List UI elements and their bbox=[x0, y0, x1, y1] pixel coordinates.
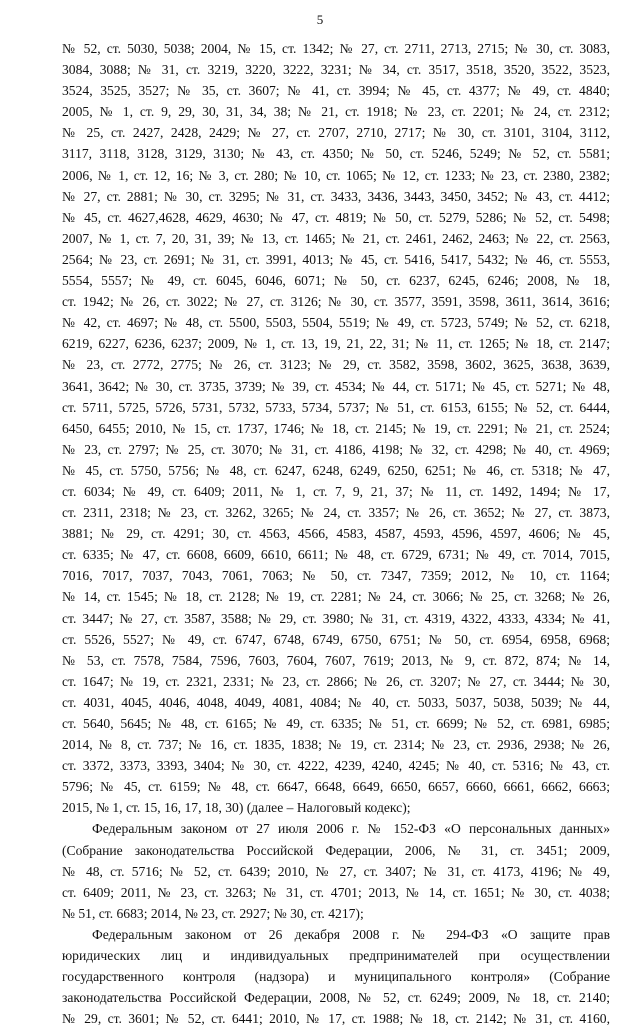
text-line: № 42, ст. 4697; № 48, ст. 5500, 5503, 5504, 5519; № 49, ст. 5723, 5749; № 52, ст. 6218, bbox=[62, 315, 610, 331]
text-line: № 25, ст. 2427, 2428, 2429; № 27, ст. 2707, 2710, 2717; № 30, ст. 3101, 3104, 3112, bbox=[62, 125, 610, 141]
text-line: № 27, ст. 2881; № 30, ст. 3295; № 31, ст. 3433, 3436, 3443, 3450, 3452; № 43, ст. 4412; bbox=[62, 188, 610, 204]
text-line: № 52, ст. 5030, 5038; 2004, № 15, ст. 1342; № 27, ст. 2711, 2713, 2715; № 30, ст. 3083, bbox=[62, 41, 610, 56]
text-line: ст. 4031, 4045, 4046, 4048, 4049, 4081, 4084; № 40, ст. 5033, 5037, 5038, 5039; № 44, bbox=[62, 694, 610, 710]
text-line: 6450, 6455; 2010, № 15, ст. 1737, 1746; № 18, ст. 2145; № 19, ст. 2291; № 21, ст. 2524; bbox=[62, 420, 610, 436]
text-line: 5796; № 45, ст. 6159; № 48, ст. 6647, 6648, 6649, 6650, 6657, 6660, 6661, 6662, 6663; bbox=[62, 779, 610, 795]
text-line: ст. 3447; № 27, ст. 3587, 3588; № 29, ст. 3980; № 31, ст. 4319, 4322, 4333, 4334; № 41, bbox=[62, 610, 610, 626]
text-line: законодательства Российской Федерации, 2008, № 52, ст. 6249; 2009, № 18, ст. 2140; bbox=[62, 990, 610, 1006]
text-line: № 51, ст. 6683; 2014, № 23, ст. 2927; № 30, ст. 4217); bbox=[62, 905, 364, 921]
text-line: ст. 5711, 5725, 5726, 5731, 5732, 5733, 5734, 5737; № 51, ст. 6153, 6155; № 52, ст. 6444, bbox=[62, 399, 610, 415]
text-line: № 14, ст. 1545; № 18, ст. 2128; № 19, ст. 2281; № 24, ст. 3066; № 25, ст. 3268; № 26, bbox=[62, 589, 610, 605]
text-line: № 23, ст. 2797; № 25, ст. 3070; № 31, ст. 4186, 4198; № 32, ст. 4298; № 40, ст. 4969; bbox=[62, 441, 610, 457]
text-line: 5554, 5557; № 49, ст. 6045, 6046, 6071; № 50, ст. 6237, 6245, 6246; 2008, № 18, bbox=[62, 273, 610, 289]
text-line: 7016, 7017, 7037, 7043, 7061, 7063; № 50, ст. 7347, 7359; 2012, № 10, ст. 1164; bbox=[62, 568, 610, 584]
text-line: № 45, ст. 5750, 5756; № 48, ст. 6247, 6248, 6249, 6250, 6251; № 46, ст. 5318; № 47, bbox=[62, 462, 610, 478]
text-line: 3881; № 29, ст. 4291; 30, ст. 4563, 4566, 4583, 4587, 4593, 4596, 4597, 4606; № 45, bbox=[62, 526, 610, 542]
text-line: ст. 6034; № 49, ст. 6409; 2011, № 1, ст. 7, 9, 21, 37; № 11, ст. 1492, 1494; № 17, bbox=[62, 483, 610, 499]
text-line: 2007, № 1, ст. 7, 20, 31, 39; № 13, ст. 1465; № 21, ст. 2461, 2462, 2463; № 22, ст. 2563, bbox=[62, 230, 610, 246]
text-line: ст. 1647; № 19, ст. 2321, 2331; № 23, ст. 2866; № 26, ст. 3207; № 27, ст. 3444; № 30, bbox=[62, 673, 610, 689]
text-line: № 23, ст. 2772, 2775; № 26, ст. 3123; № 29, ст. 3582, 3598, 3602, 3625, 3638, 3639, bbox=[62, 357, 610, 373]
text-line: ст. 3372, 3373, 3393, 3404; № 30, ст. 4222, 4239, 4240, 4245; № 40, ст. 5316; № 43, ст. bbox=[62, 758, 610, 774]
text-line: 3524, 3525, 3527; № 35, ст. 3607; № 41, ст. 3994; № 45, ст. 4377; № 49, ст. 4840; bbox=[62, 83, 610, 99]
text-line: 2015, № 1, ст. 15, 16, 17, 18, 30) (далее – Налоговый кодекс); bbox=[62, 800, 411, 816]
text-line: 2005, № 1, ст. 9, 29, 30, 31, 34, 38; № 21, ст. 1918; № 23, ст. 2201; № 24, ст. 2312; bbox=[62, 104, 610, 120]
text-line: юридических лиц и индивидуальных предпринимателей при осуществлении bbox=[62, 948, 610, 964]
text-line: № 48, ст. 5716; № 52, ст. 6439; 2010, № 27, ст. 3407; № 31, ст. 4173, 4196; № 49, bbox=[62, 863, 610, 879]
text-line: ст. 2311, 2318; № 23, ст. 3262, 3265; № 24, ст. 3357; № 26, ст. 3652; № 27, ст. 3873, bbox=[62, 505, 610, 521]
text-line: (Собрание законодательства Российской Федерации, 2006, № 31, ст. 3451; 2009, bbox=[62, 842, 610, 858]
document-body bbox=[62, 38, 610, 1029]
text-line: ст. 5640, 5645; № 48, ст. 6165; № 49, ст. 6335; № 51, ст. 6699; № 52, ст. 6981, 6985; bbox=[62, 716, 610, 731]
text-line: № 53, ст. 7578, 7584, 7596, 7603, 7604, 7607, 7619; 2013, № 9, ст. 872, 874; № 14, bbox=[62, 652, 610, 668]
text-line: 6219, 6227, 6236, 6237; 2009, № 1, ст. 13, 19, 21, 22, 31; № 11, ст. 1265; № 18, ст. 2147; bbox=[62, 336, 610, 352]
text-line: ст. 1942; № 26, ст. 3022; № 27, ст. 3126; № 30, ст. 3577, 3591, 3598, 3611, 3614, 3616; bbox=[62, 294, 610, 310]
text-line: № 45, ст. 4627,4628, 4629, 4630; № 47, ст. 4819; № 50, ст. 5279, 5286; № 52, ст. 5498; bbox=[62, 209, 610, 225]
text-line: № 29, ст. 3601; № 52, ст. 6441; 2010, № 17, ст. 1988; № 18, ст. 2142; № 31, ст. 4160, bbox=[62, 1011, 610, 1027]
text-line: Федеральным законом от 26 декабря 2008 г. № 294-ФЗ «О защите прав bbox=[92, 926, 610, 942]
text-line: 3641, 3642; № 30, ст. 3735, 3739; № 39, ст. 4534; № 44, ст. 5171; № 45, ст. 5271; № 48, bbox=[62, 378, 610, 394]
text-line: ст. 5526, 5527; № 49, ст. 6747, 6748, 6749, 6750, 6751; № 50, ст. 6954, 6958, 6968; bbox=[62, 631, 610, 647]
text-line: 2014, № 8, ст. 737; № 16, ст. 1835, 1838; № 19, ст. 2314; № 23, ст. 2936, 2938; № 26, bbox=[62, 737, 610, 753]
text-line: 2564; № 23, ст. 2691; № 31, ст. 3991, 4013; № 45, ст. 5416, 5417, 5432; № 46, ст. 5553, bbox=[62, 251, 610, 267]
text-line: государственного контроля (надзора) и муниципального контроля» (Собрание bbox=[62, 969, 610, 985]
text-line: 3084, 3088; № 31, ст. 3219, 3220, 3222, 3231; № 34, ст. 3517, 3518, 3520, 3522, 3523, bbox=[62, 62, 610, 78]
text-line: ст. 6335; № 47, ст. 6608, 6609, 6610, 6611; № 48, ст. 6729, 6731; № 49, ст. 7014, 7015, bbox=[62, 547, 610, 563]
text-line: 2006, № 1, ст. 12, 16; № 3, ст. 280; № 10, ст. 1065; № 12, ст. 1233; № 23, ст. 2380, 2382; bbox=[62, 167, 610, 183]
page-number: 5 bbox=[316, 12, 324, 27]
text-line: 3117, 3118, 3128, 3129, 3130; № 43, ст. 4350; № 50, ст. 5246, 5249; № 52, ст. 5581; bbox=[62, 146, 610, 162]
text-line: Федеральным законом от 27 июля 2006 г. № 152-ФЗ «О персональных данных» bbox=[92, 821, 610, 837]
text-line: ст. 6409; 2011, № 23, ст. 3263; № 31, ст. 4701; 2013, № 14, ст. 1651; № 30, ст. 4038; bbox=[62, 884, 610, 900]
